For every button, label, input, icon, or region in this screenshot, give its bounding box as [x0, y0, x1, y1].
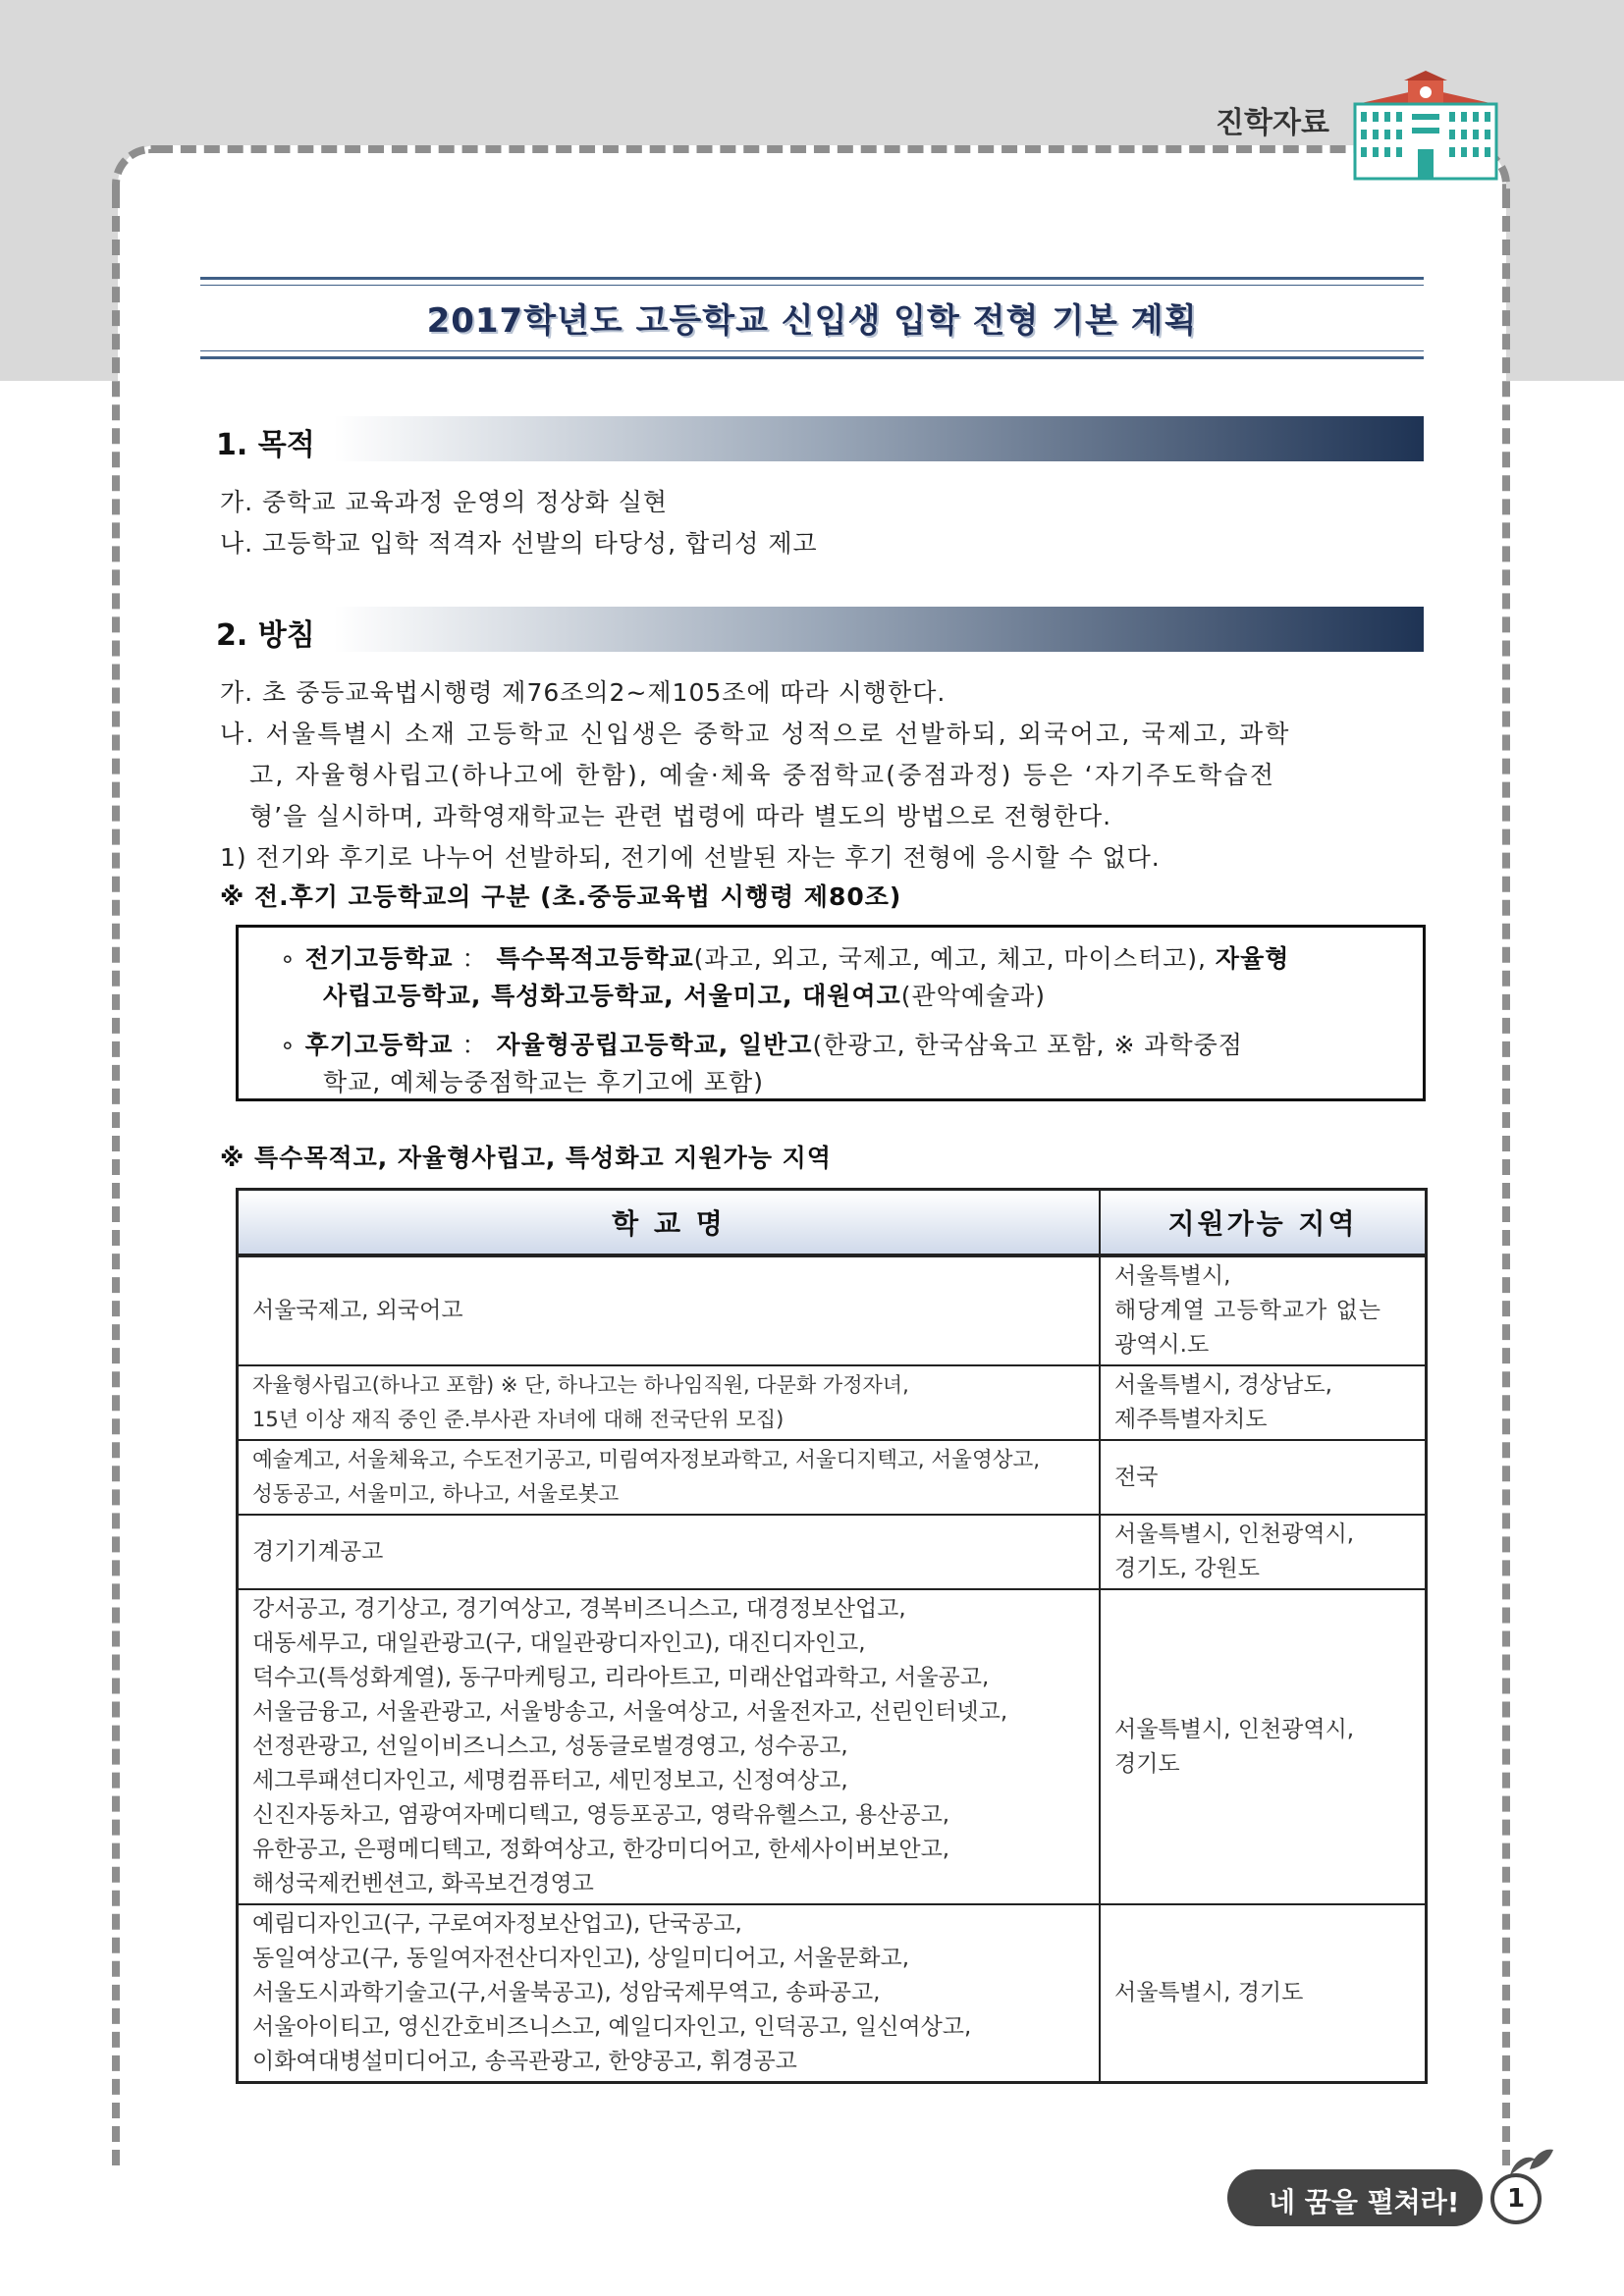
early-school-list: 사립고등학교, 특성화고등학교, 서울미고, 대원여고 — [323, 982, 901, 1010]
table-header-row — [238, 1190, 1427, 1256]
late-school-type-detail: (한광고, 한국삼육고 포함, ※ 과학중점 — [812, 1031, 1243, 1059]
school-text: 강서공고, 경기상고, 경기여상고, 경복비즈니스고, 대경정보산업고, — [252, 1596, 906, 1622]
notice-late-line-1 — [280, 1026, 1243, 1061]
region-cell — [1100, 1904, 1427, 2083]
policy-line-1: 가. 초 중등교육법시행령 제76조의2~제105조에 따라 시행한다. — [220, 678, 947, 707]
school-text: 세그루패션디자인고, 세명컴퓨터고, 세민정보고, 신정여상고, — [252, 1768, 848, 1793]
region-cell — [1100, 1589, 1427, 1904]
school-text: 서울도시과학기술고(구,서울북공고), 성암국제무역고, 송파공고, — [252, 1980, 881, 2005]
region-cell — [1100, 1440, 1427, 1515]
purpose-line-2: 나. 고등학교 입학 적격자 선발의 타당성, 합리성 제고 — [220, 529, 818, 558]
region-text: 해당계열 고등학교가 없는 — [1114, 1298, 1382, 1323]
early-school-type-b: 자율형 — [1215, 944, 1290, 973]
school-text: 서울금융고, 서울관광고, 서울방송고, 서울여상고, 서울전자고, 선린인터넷고, — [252, 1699, 1008, 1725]
header-region: 지원가능 지역 — [1100, 1190, 1427, 1256]
school-text: 예술계고, 서울체육고, 수도전기공고, 미림여자정보과학고, 서울디지텍고, 서울영상고, — [252, 1448, 1041, 1472]
policy-line-3: 고, 자율형사립고(하나고에 한함), 예술·체육 중점학교(중점과정) 등은 ‘자기주도학습전 — [249, 761, 1276, 789]
section-heading-label: 1. 목적 — [216, 428, 315, 462]
table-row — [238, 1515, 1427, 1589]
section-heading-bar — [334, 607, 1424, 652]
region-table — [236, 1188, 1428, 2084]
table-row — [238, 1589, 1427, 1904]
document-title-box — [200, 277, 1424, 359]
document-title: 2017학년도 고등학교 신입생 입학 전형 기본 계획 — [426, 301, 1198, 341]
early-school-list-detail: (관악예술과) — [900, 982, 1047, 1010]
school-text: 15년 이상 재직 중인 준.부사관 자녀에 대해 전국단위 모집) — [252, 1408, 785, 1431]
early-school-label: 전기고등학교 — [304, 944, 454, 973]
policy-line-2: 나. 서울특별시 소재 고등학교 신입생은 중학교 성적으로 선발하되, 외국어고, 국제고, 과학 — [220, 720, 1291, 748]
notice-title: ※ 전.후기 고등학교의 구분 (초.중등교육법 시행령 제80조) — [220, 882, 902, 911]
notice-box — [236, 925, 1426, 1101]
early-school-type-a: 특수목적고등학교 — [496, 944, 694, 973]
school-text: 자율형사립고(하나고 포함) ※ 단, 하나고는 하나임직원, 다문화 가정자녀, — [252, 1373, 909, 1397]
section-heading-policy — [216, 607, 1424, 652]
school-text: 서울국제고, 외국어고 — [252, 1298, 463, 1323]
header-label: 진학자료 — [1216, 106, 1329, 140]
school-text: 경기기계공고 — [252, 1538, 384, 1565]
policy-line-4: 형’을 실시하며, 과학영재학교는 관련 법령에 따라 별도의 방법으로 전형한다. — [249, 802, 1112, 830]
school-text: 신진자동차고, 염광여자메디텍고, 영등포공고, 영락유헬스고, 용산공고, — [252, 1802, 950, 1828]
school-cell — [238, 1515, 1101, 1589]
colon-mark: ： — [461, 1031, 488, 1059]
table-title: ※ 특수목적고, 자율형사립고, 특성화고 지원가능 지역 — [220, 1144, 832, 1172]
dashed-border-right — [1502, 192, 1510, 2165]
school-cell — [238, 1440, 1101, 1515]
bullet-icon: ∘ — [280, 944, 305, 973]
region-text: 서울특별시, 인천광역시, — [1114, 1716, 1355, 1742]
school-text: 예림디자인고(구, 구로여자정보산업고), 단국공고, — [252, 1911, 742, 1937]
school-cell — [238, 1589, 1101, 1904]
policy-line-5: 1) 전기와 후기로 나누어 선발하되, 전기에 선발된 자는 후기 전형에 응시할 수 없다. — [220, 843, 1161, 872]
footer-slogan: 네 꿈을 펼쳐라! — [1269, 2186, 1460, 2218]
region-text: 서울특별시, 경상남도, — [1114, 1372, 1332, 1398]
table-row — [238, 1904, 1427, 2083]
region-cell — [1100, 1515, 1427, 1589]
school-cell — [238, 1255, 1101, 1365]
section-heading-purpose — [216, 416, 1424, 461]
notice-early-line-2 — [323, 977, 1046, 1012]
purpose-line-1: 가. 중학교 교육과정 운영의 정상화 실현 — [220, 488, 669, 516]
early-school-type-a-detail: (과고, 외고, 국제고, 예고, 체고, 마이스터고), — [693, 944, 1207, 973]
colon-mark: ： — [461, 944, 488, 973]
table-row — [238, 1365, 1427, 1440]
region-cell — [1100, 1255, 1427, 1365]
section-heading-label: 2. 방침 — [216, 618, 315, 653]
dashed-border-left — [112, 192, 120, 2165]
region-text: 제주특별자치도 — [1114, 1407, 1268, 1432]
notice-early-line-1 — [280, 939, 1289, 975]
school-text: 성동공고, 서울미고, 하나고, 서울로봇고 — [252, 1482, 620, 1507]
school-text: 선정관광고, 선일이비즈니스고, 성동글로벌경영고, 성수공고, — [252, 1734, 848, 1759]
region-text: 전국 — [1114, 1464, 1159, 1490]
school-text: 이화여대병설미디어고, 송곡관광고, 한양공고, 휘경공고 — [252, 2049, 797, 2074]
late-school-type: 자율형공립고등학교, 일반고 — [496, 1031, 813, 1059]
dashed-border-top — [157, 145, 1463, 153]
region-text: 서울특별시, — [1114, 1263, 1231, 1289]
bullet-icon: ∘ — [280, 1031, 305, 1059]
notice-late-line-2: 학교, 예체능중점학교는 후기고에 포함) — [323, 1068, 764, 1096]
header-school-name: 학 교 명 — [238, 1190, 1101, 1256]
region-text: 경기도 — [1114, 1750, 1180, 1777]
region-text: 경기도, 강원도 — [1114, 1556, 1260, 1581]
region-text: 서울특별시, 인천광역시, — [1114, 1522, 1355, 1547]
school-text: 대동세무고, 대일관광고(구, 대일관광디자인고), 대진디자인고, — [252, 1630, 866, 1656]
school-cell — [238, 1365, 1101, 1440]
table-row — [238, 1255, 1427, 1365]
school-text: 덕수고(특성화계열), 동구마케팅고, 리라아트고, 미래산업과학고, 서울공고, — [252, 1665, 990, 1690]
school-text: 해성국제컨벤션고, 화곡보건경영고 — [252, 1871, 594, 1896]
school-text: 유한공고, 은평메디텍고, 정화여상고, 한강미디어고, 한세사이버보안고, — [252, 1837, 950, 1862]
school-text: 동일여상고(구, 동일여자전산디자인고), 상일미디어고, 서울문화고, — [252, 1946, 910, 1971]
school-text: 서울아이티고, 영신간호비즈니스고, 예일디자인고, 인덕공고, 일신여상고, — [252, 2014, 972, 2040]
school-cell — [238, 1904, 1101, 2083]
school-building-icon — [1347, 71, 1504, 181]
table-row — [238, 1440, 1427, 1515]
late-school-label: 후기고등학교 — [304, 1031, 454, 1059]
region-text: 서울특별시, 경기도 — [1114, 1980, 1304, 2005]
section-heading-bar — [334, 416, 1424, 461]
region-text: 광역시.도 — [1114, 1332, 1210, 1358]
region-cell — [1100, 1365, 1427, 1440]
page-number: 1 — [1490, 2173, 1542, 2224]
